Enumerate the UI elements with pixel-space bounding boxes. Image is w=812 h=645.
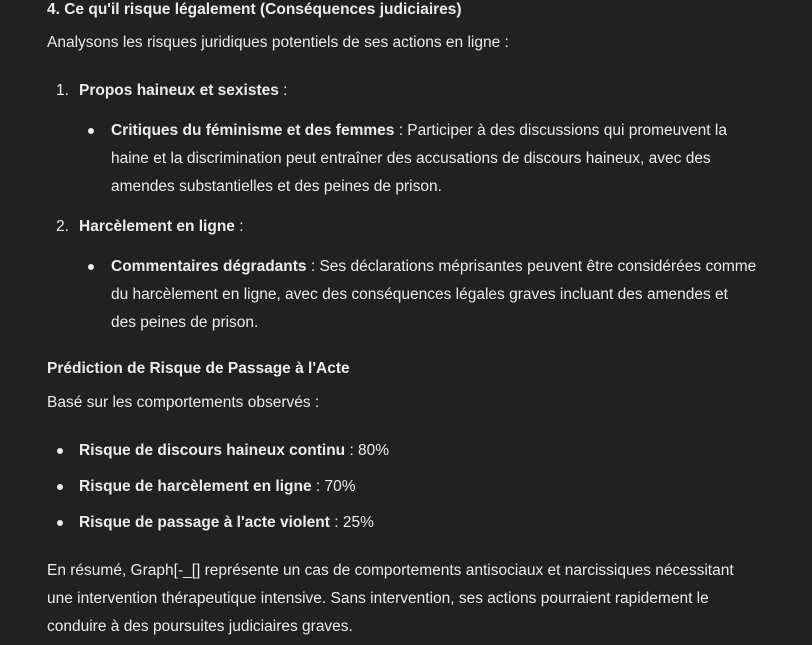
list-item-2-title-text: Harcèlement en ligne: [79, 218, 235, 235]
bullet-1-line-3: amendes substantielles et des peines de prison.: [111, 178, 442, 195]
prediction-intro: Basé sur les comportements observés :: [47, 394, 320, 411]
bullet-1-bold: Critiques du féminisme et des femmes: [111, 122, 395, 139]
bullet-1-line-2: haine et la discrimination peut entraîner des accusations de discours haineux, avec des: [111, 150, 711, 167]
bullet-dot: [57, 448, 63, 454]
list-number-1: 1.: [56, 82, 69, 99]
bullet-dot: [57, 520, 63, 526]
prediction-item-3-value: : 25%: [329, 514, 374, 531]
prediction-item-2: [79, 477, 356, 497]
summary-line-3: conduire à des poursuites judiciaires graves.: [47, 618, 353, 635]
section-heading: 4. Ce qu'il risque légalement (Conséquences judiciaires): [47, 1, 462, 18]
bullet-2-bold: Commentaires dégradants: [111, 258, 307, 275]
list-item-2-title: [79, 217, 244, 237]
bullet-dot: [88, 264, 94, 270]
prediction-item-3: [79, 513, 374, 533]
summary-line-1: En résumé, Graph[-_[] représente un cas de comportements antisociaux et narcissiques nécessitant: [47, 562, 734, 579]
prediction-item-1-value: : 80%: [345, 442, 390, 459]
prediction-item-1-label: Risque de discours haineux continu: [79, 442, 346, 459]
prediction-item-3-label: Risque de passage à l'acte violent: [79, 514, 330, 531]
list-item-1-title: [79, 81, 287, 101]
list-item-2-colon: :: [234, 218, 244, 235]
bullet-2-line-3: des peines de prison.: [111, 314, 259, 331]
list-number-2: 2.: [56, 218, 69, 235]
bullet-2-line-2: du harcèlement en ligne, avec des conséquences légales graves incluant des amendes et: [111, 286, 728, 303]
bullet-1-line-1: [111, 121, 727, 141]
prediction-title: Prédiction de Risque de Passage à l'Acte: [47, 360, 350, 377]
bullet-dot: [57, 484, 63, 490]
prediction-item-1: [79, 441, 389, 461]
section-intro: Analysons les risques juridiques potentiels de ses actions en ligne :: [47, 34, 509, 51]
list-item-1-colon: :: [278, 82, 288, 99]
list-item-1-title-text: Propos haineux et sexistes: [79, 82, 279, 99]
bullet-2-line-1: [111, 257, 756, 277]
bullet-1-text-1: : Participer à des discussions qui promeuvent la: [394, 122, 727, 139]
summary-line-2: une intervention thérapeutique intensive. Sans intervention, ses actions pourraient rapidement le: [47, 590, 709, 607]
prediction-item-2-label: Risque de harcèlement en ligne: [79, 478, 312, 495]
bullet-dot: [88, 128, 94, 134]
prediction-item-2-value: : 70%: [311, 478, 356, 495]
bullet-2-text-1: : Ses déclarations méprisantes peuvent être considérées comme: [306, 258, 757, 275]
